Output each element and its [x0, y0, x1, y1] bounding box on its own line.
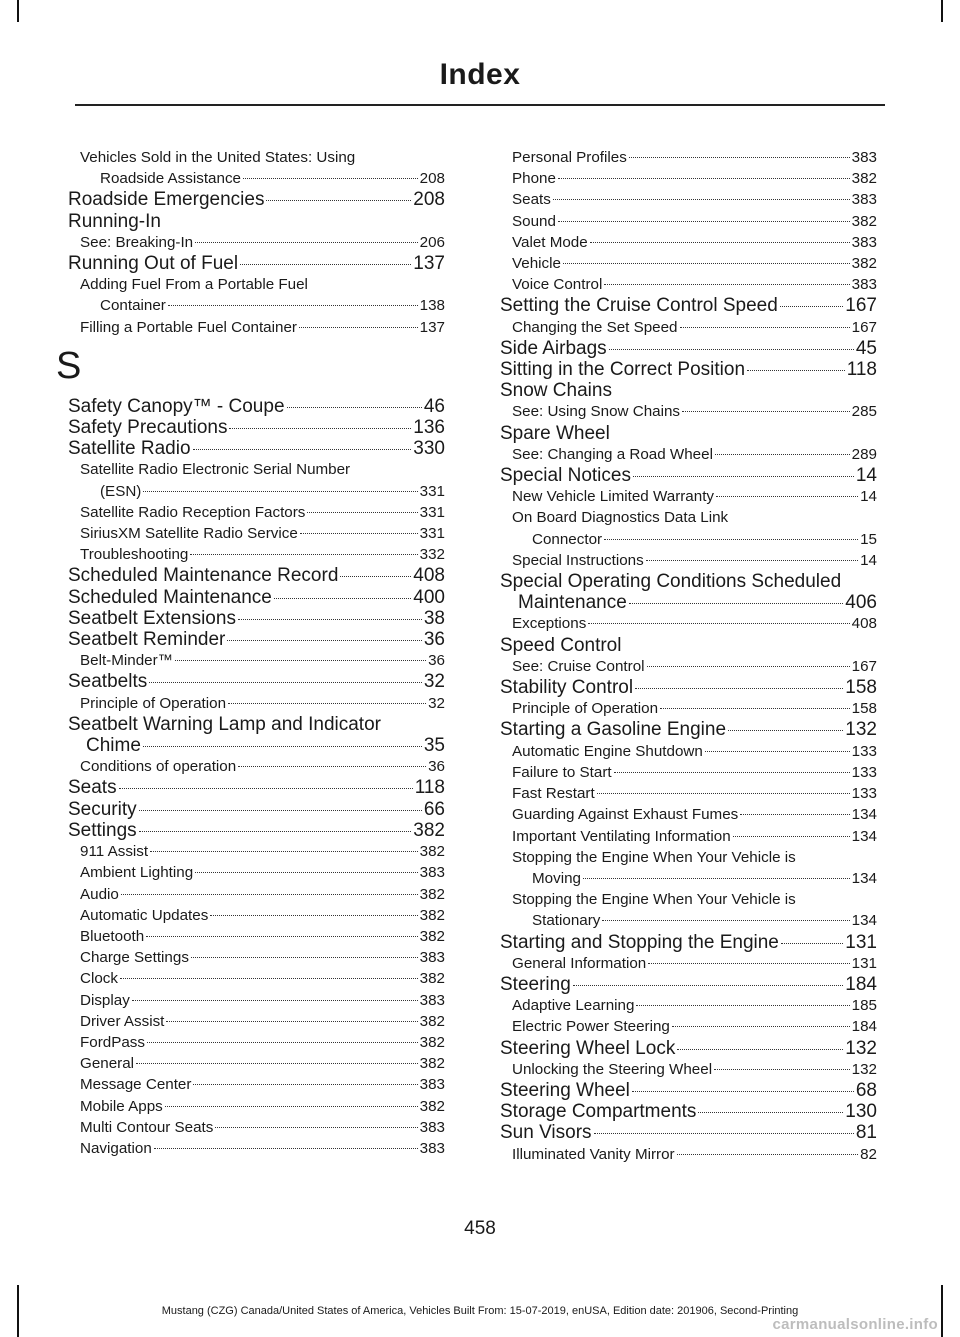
index-subentry[interactable]: Sound 382 [500, 211, 877, 232]
page-ref: 132 [845, 719, 877, 741]
page-ref: 330 [413, 438, 445, 460]
index-subentry[interactable]: Conditions of operation 36 [68, 756, 445, 777]
page-ref: 36 [423, 629, 445, 651]
page-ref: 382 [419, 1012, 445, 1030]
page-ref: 382 [851, 170, 877, 188]
page-ref: 208 [413, 189, 445, 211]
page-ref: 167 [845, 295, 877, 317]
index-subentry[interactable]: Satellite Radio Electronic Serial Number (ESN) 331 [68, 459, 445, 501]
page-ref: 408 [413, 565, 445, 587]
index-subentry[interactable]: Principle of Operation 32 [68, 693, 445, 714]
footer-text: Mustang (CZG) Canada/United States of America, Vehicles Built From: 15-07-2019, enUSA, Edition date: 201906, Second-Printing [161, 1305, 799, 1317]
page-ref: 133 [851, 785, 877, 803]
index-subentry[interactable]: SiriusXM Satellite Radio Service 331 [68, 523, 445, 544]
page-ref: 35 [423, 735, 445, 757]
index-subentry[interactable]: Exceptions 408 [500, 613, 877, 634]
page-ref: 332 [419, 546, 445, 564]
page-ref: 131 [845, 931, 877, 953]
page-ref: 137 [413, 253, 445, 275]
page-ref: 134 [851, 806, 877, 824]
index-subentry[interactable]: Belt-Minder™ 36 [68, 650, 445, 671]
index-subentry[interactable]: Seats 383 [500, 189, 877, 210]
page-ref: 382 [419, 970, 445, 988]
index-entry[interactable]: Starting and Stopping the Engine 131 [500, 931, 877, 953]
page-ref: 383 [419, 1076, 445, 1094]
page-ref: 118 [414, 777, 445, 799]
page-ref: 14 [860, 551, 877, 569]
index-subentry[interactable]: Charge Settings 383 [68, 947, 445, 968]
watermark: carmanualsonline.info [772, 1316, 938, 1333]
page-ref: 14 [860, 488, 877, 506]
page-ref: 36 [428, 758, 445, 776]
index-subentry[interactable]: Important Ventilating Information 134 [500, 826, 877, 847]
index-entry[interactable]: Roadside Emergencies 208 [68, 189, 445, 211]
page-ref: 331 [419, 525, 445, 543]
page-ref: 383 [851, 233, 877, 251]
index-entry[interactable]: Scheduled Maintenance Record 408 [68, 565, 445, 587]
index-subentry[interactable]: Special Instructions 14 [500, 550, 877, 571]
index-entry[interactable]: Setting the Cruise Control Speed 167 [500, 295, 877, 317]
index-entry[interactable]: Scheduled Maintenance 400 [68, 586, 445, 608]
index-subentry[interactable]: Message Center 383 [68, 1074, 445, 1095]
index-subentry[interactable]: Stopping the Engine When Your Vehicle is Moving 134 [500, 847, 877, 889]
index-subentry[interactable]: Ambient Lighting 383 [68, 862, 445, 883]
index-column-right [500, 147, 877, 1165]
page-ref: 382 [419, 927, 445, 945]
page-ref: 206 [419, 233, 445, 251]
page-ref: 382 [851, 255, 877, 273]
index-subentry[interactable]: Driver Assist 382 [68, 1011, 445, 1032]
index-subentry[interactable]: Voice Control 383 [500, 274, 877, 295]
page-ref: 208 [419, 170, 445, 188]
index-entry[interactable]: Satellite Radio 330 [68, 438, 445, 460]
index-subentry[interactable]: Adding Fuel From a Portable Fuel Container 138 [68, 274, 445, 316]
page-ref: 118 [846, 359, 877, 381]
index-entry[interactable]: Special Notices 14 [500, 465, 877, 487]
page-ref: 382 [419, 1033, 445, 1051]
index-entry[interactable]: Sitting in the Correct Position 118 [500, 359, 877, 381]
index-entry[interactable]: Storage Compartments 130 [500, 1101, 877, 1123]
index-entry[interactable]: Seatbelt Extensions 38 [68, 607, 445, 629]
page-ref: 137 [419, 318, 445, 336]
index-column-left [56, 147, 445, 1159]
index-entry[interactable]: Stability Control 158 [500, 677, 877, 699]
index-entry[interactable]: Steering Wheel Lock 132 [500, 1037, 877, 1059]
page-ref: 132 [845, 1037, 877, 1059]
index-entry[interactable]: Security 66 [68, 798, 445, 820]
index-entry[interactable]: Seatbelt Warning Lamp and Indicator Chime 35 [68, 713, 445, 757]
page-ref: 32 [428, 694, 445, 712]
page-ref: 382 [851, 212, 877, 230]
page-ref: 132 [851, 1060, 877, 1078]
page-ref: 15 [860, 530, 877, 548]
index-subentry[interactable]: Adaptive Learning 185 [500, 995, 877, 1016]
index-subentry[interactable]: FordPass 382 [68, 1032, 445, 1053]
index-subentry[interactable]: Guarding Against Exhaust Fumes 134 [500, 804, 877, 825]
index-subentry[interactable]: Automatic Updates 382 [68, 905, 445, 926]
index-subentry[interactable]: Failure to Start 133 [500, 762, 877, 783]
index-entry[interactable]: Starting a Gasoline Engine 132 [500, 719, 877, 741]
page-ref: 184 [845, 973, 877, 995]
page-ref: 136 [413, 417, 445, 439]
page-ref: 289 [851, 445, 877, 463]
index-subentry[interactable]: See: Cruise Control 167 [500, 656, 877, 677]
page-ref: 46 [423, 395, 445, 417]
index-entry[interactable]: Safety Precautions 136 [68, 417, 445, 439]
page-ref: 68 [855, 1079, 877, 1101]
page-title: Index [439, 58, 521, 91]
index-entry[interactable]: Steering Wheel 68 [500, 1079, 877, 1101]
page-ref: 167 [851, 318, 877, 336]
page-number: 458 [464, 1218, 496, 1239]
index-entry: Running-In [68, 210, 161, 232]
index-subentry[interactable]: Vehicles Sold in the United States: Using Roadside Assistance 208 [68, 147, 445, 189]
index-subentry[interactable]: Principle of Operation 158 [500, 698, 877, 719]
page-ref: 382 [419, 843, 445, 861]
page-ref: 81 [855, 1122, 877, 1144]
index-subentry[interactable]: Illuminated Vanity Mirror 82 [500, 1144, 877, 1165]
index-subentry[interactable]: Filling a Portable Fuel Container 137 [68, 317, 445, 338]
index-subentry[interactable]: General Information 131 [500, 953, 877, 974]
index-entry[interactable]: Running Out of Fuel 137 [68, 253, 445, 275]
index-subentry[interactable]: Fast Restart 133 [500, 783, 877, 804]
index-entry[interactable]: Seatbelts 32 [68, 671, 445, 693]
page-ref: 45 [855, 337, 877, 359]
index-subentry[interactable]: Audio 382 [68, 884, 445, 905]
page-ref: 167 [851, 657, 877, 675]
index-entry: Speed Control [500, 634, 622, 656]
index-subentry[interactable]: Troubleshooting 332 [68, 544, 445, 565]
page-ref: 383 [851, 149, 877, 166]
page-ref: 285 [851, 403, 877, 421]
index-entry[interactable]: Sun Visors 81 [500, 1122, 877, 1144]
page-ref: 36 [428, 652, 445, 670]
section-letter: S [56, 344, 82, 387]
page-ref: 383 [419, 949, 445, 967]
page-ref: 383 [419, 1118, 445, 1136]
index-subentry[interactable]: Changing the Set Speed 167 [500, 317, 877, 338]
page-ref: 382 [419, 906, 445, 924]
page-ref: 383 [419, 1139, 445, 1157]
index-subentry[interactable]: Multi Contour Seats 383 [68, 1117, 445, 1138]
page-ref: 131 [851, 954, 877, 972]
page-ref: 134 [851, 827, 877, 845]
index-entry[interactable]: Seats 118 [68, 777, 445, 799]
index-subentry[interactable]: See: Using Snow Chains 285 [500, 401, 877, 422]
page-ref: 382 [419, 885, 445, 903]
index-entry[interactable]: Safety Canopy™ - Coupe 46 [68, 395, 445, 417]
index-entry[interactable]: Steering 184 [500, 973, 877, 995]
page-ref: 184 [851, 1018, 877, 1036]
page-ref: 383 [419, 991, 445, 1009]
index-subentry[interactable]: Display 383 [68, 990, 445, 1011]
page-ref: 82 [860, 1145, 877, 1163]
index-subentry[interactable]: On Board Diagnostics Data Link Connector 15 [500, 507, 877, 549]
crop-mark [941, 0, 943, 22]
page-ref: 382 [419, 1055, 445, 1073]
page-ref: 408 [851, 615, 877, 633]
page-ref: 138 [419, 297, 445, 315]
page-ref: 38 [423, 607, 445, 629]
page-ref: 14 [855, 465, 877, 487]
index-subentry[interactable]: Satellite Radio Reception Factors 331 [68, 502, 445, 523]
index-subentry[interactable]: Automatic Engine Shutdown 133 [500, 741, 877, 762]
page-ref: 133 [851, 742, 877, 760]
index-subentry[interactable]: Clock 382 [68, 968, 445, 989]
page-ref: 382 [413, 819, 445, 841]
page-ref: 383 [419, 864, 445, 882]
page-ref: 383 [851, 276, 877, 294]
index-subentry[interactable]: Mobile Apps 382 [68, 1096, 445, 1117]
index-subentry[interactable]: 911 Assist 382 [68, 841, 445, 862]
page-ref: 185 [851, 997, 877, 1015]
page-ref: 400 [413, 586, 445, 608]
index-entry: Snow Chains [500, 380, 612, 402]
index-subentry[interactable]: Navigation 383 [68, 1138, 445, 1159]
index-entry[interactable]: Special Operating Conditions Scheduled Maintenance 406 [500, 571, 877, 614]
page-ref: 331 [419, 482, 445, 500]
page-ref: 382 [419, 1097, 445, 1115]
index-subentry[interactable]: Unlocking the Steering Wheel 132 [500, 1059, 877, 1080]
page-ref: 133 [851, 763, 877, 781]
index-subentry[interactable]: General 382 [68, 1053, 445, 1074]
index-subentry[interactable]: Stopping the Engine When Your Vehicle is Stationary 134 [500, 889, 877, 931]
index-subentry[interactable]: Bluetooth 382 [68, 926, 445, 947]
index-subentry[interactable]: Valet Mode 383 [500, 232, 877, 253]
crop-mark [17, 0, 19, 22]
page-ref: 66 [423, 798, 445, 820]
page-ref: 32 [423, 671, 445, 693]
index-subentry[interactable]: See: Changing a Road Wheel 289 [500, 444, 877, 465]
index-subentry[interactable]: See: Breaking-In 206 [68, 232, 445, 253]
header-rule [75, 104, 885, 106]
page-ref: 331 [419, 503, 445, 521]
page-ref: 134 [851, 869, 877, 887]
index-subentry[interactable]: Personal Profiles 383 [500, 147, 877, 168]
index-entry[interactable]: Seatbelt Reminder 36 [68, 629, 445, 651]
page-ref: 158 [845, 677, 877, 699]
page-ref: 158 [851, 700, 877, 718]
page-ref: 406 [845, 592, 877, 614]
index-subentry[interactable]: New Vehicle Limited Warranty 14 [500, 486, 877, 507]
index-subentry[interactable]: Vehicle 382 [500, 253, 877, 274]
page-ref: 134 [851, 912, 877, 930]
index-entry[interactable]: Side Airbags 45 [500, 337, 877, 359]
index-entry: Spare Wheel [500, 422, 610, 444]
page-ref: 383 [851, 191, 877, 209]
index-subentry[interactable]: Electric Power Steering 184 [500, 1016, 877, 1037]
index-entry[interactable]: Settings 382 [68, 819, 445, 841]
page-ref: 130 [845, 1101, 877, 1123]
index-subentry[interactable]: Phone 382 [500, 168, 877, 189]
